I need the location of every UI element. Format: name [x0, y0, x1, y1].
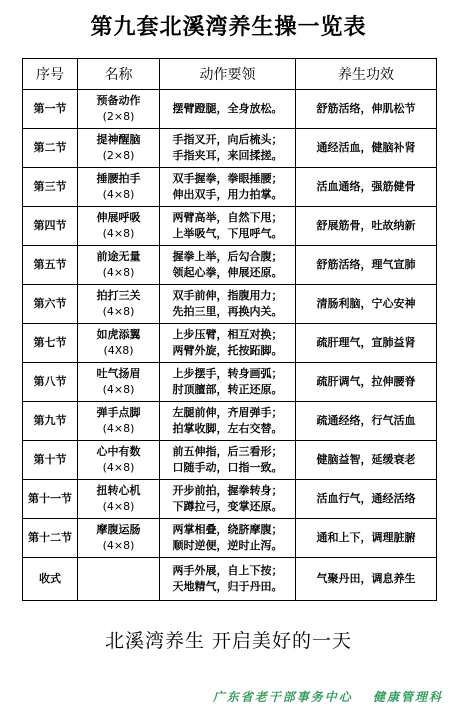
movement-line: 顺时逆便，逆时止泻。 — [172, 539, 283, 552]
exercise-table — [22, 58, 437, 601]
section-number: 第十节 — [23, 441, 78, 480]
movement-cell — [160, 129, 296, 168]
header-number: 序号 — [23, 59, 78, 90]
table-row — [23, 558, 437, 601]
exercise-name-cell — [78, 246, 160, 285]
health-effect: 疏肝理气，宣肺益肾 — [296, 324, 437, 363]
exercise-name: 扭转心机 — [96, 484, 141, 497]
exercise-name: 伸展呼吸 — [96, 211, 141, 224]
movement-line: 双手握拳，拳眼捶腰； — [172, 172, 283, 185]
exercise-count: (4×8) — [102, 422, 135, 435]
exercise-count: (2×8) — [102, 149, 135, 162]
section-number: 收式 — [23, 558, 78, 601]
exercise-name-cell — [78, 363, 160, 402]
health-effect: 舒筋活络，伸肌松节 — [296, 90, 437, 129]
movement-cell — [160, 558, 296, 601]
exercise-name-cell — [78, 519, 160, 558]
movement-line: 两手外展，自上下按； — [172, 564, 283, 577]
movement-line: 左腿前伸，齐眉弹手； — [172, 406, 283, 419]
exercise-name: 预备动作 — [96, 94, 141, 107]
table-row — [23, 90, 437, 129]
movement-cell — [160, 402, 296, 441]
exercise-count: (4X8) — [103, 344, 134, 357]
movement-line: 手指夹耳，来回揉搓。 — [172, 149, 283, 162]
movement-line: 领起心拳，伸展还原。 — [172, 266, 283, 279]
section-number: 第六节 — [23, 285, 78, 324]
exercise-count: (4×8) — [102, 188, 135, 201]
movement-line: 手指叉开，向后梳头； — [172, 133, 283, 146]
table-row — [23, 519, 437, 558]
health-effect: 疏通经络，行气活血 — [296, 402, 437, 441]
table-row — [23, 207, 437, 246]
movement-line: 上步压臂，相互对换； — [172, 328, 283, 341]
exercise-name: 前途无量 — [96, 250, 141, 263]
exercise-name-cell — [78, 90, 160, 129]
section-number: 第十二节 — [23, 519, 78, 558]
exercise-name: 拍打三关 — [96, 289, 141, 302]
movement-line: 肘顶膻部，转正还原。 — [172, 383, 283, 396]
exercise-name-cell — [78, 324, 160, 363]
table-row — [23, 480, 437, 519]
movement-cell — [160, 285, 296, 324]
exercise-name: 弹手点脚 — [96, 406, 141, 419]
movement-line: 下蹲拉弓，变掌还原。 — [172, 500, 283, 513]
table-row — [23, 363, 437, 402]
movement-cell — [160, 480, 296, 519]
exercise-count: (4×8) — [102, 461, 135, 474]
exercise-name: 提神醒脑 — [96, 133, 141, 146]
exercise-name: 吐气扬眉 — [96, 367, 141, 380]
section-number: 第八节 — [23, 363, 78, 402]
exercise-name-cell — [78, 441, 160, 480]
movement-cell — [160, 246, 296, 285]
movement-cell — [160, 90, 296, 129]
table-row — [23, 129, 437, 168]
exercise-count: (4×8) — [102, 500, 135, 513]
health-effect: 通和上下，调理脏腑 — [296, 519, 437, 558]
footer-department: 健康管理科 — [372, 690, 443, 704]
footer-organization: 广东省老干部事务中心 — [212, 690, 353, 704]
movement-line: 拍掌收脚，左右交替。 — [172, 422, 283, 435]
movement-cell — [160, 519, 296, 558]
section-number: 第九节 — [23, 402, 78, 441]
exercise-name-cell — [78, 168, 160, 207]
movement-line: 双手前伸，指腹用力； — [172, 289, 283, 302]
table-row — [23, 324, 437, 363]
exercise-name-cell — [78, 285, 160, 324]
section-number: 第二节 — [23, 129, 78, 168]
movement-cell — [160, 207, 296, 246]
movement-cell — [160, 363, 296, 402]
header-moves: 动作要领 — [160, 59, 296, 90]
table-row — [23, 441, 437, 480]
movement-line: 握拳上举，后勾合腹； — [172, 250, 283, 263]
movement-cell — [160, 168, 296, 207]
health-effect: 舒筋活络，理气宣肺 — [296, 246, 437, 285]
header-effect: 养生功效 — [296, 59, 437, 90]
page-title: 第九套北溪湾养生操一览表 — [90, 15, 367, 40]
movement-line: 天地精气，归于丹田。 — [172, 580, 283, 593]
section-number: 第一节 — [23, 90, 78, 129]
table-body — [23, 90, 437, 601]
health-effect: 舒展筋骨，吐故纳新 — [296, 207, 437, 246]
exercise-name: 如虎添翼 — [96, 328, 141, 341]
section-number: 第五节 — [23, 246, 78, 285]
movement-line: 口随手动，口指一致。 — [172, 461, 283, 474]
movement-line: 伸出双手，用力拍掌。 — [172, 188, 283, 201]
header-name: 名称 — [78, 59, 160, 90]
health-effect: 活血行气，通经活络 — [296, 480, 437, 519]
exercise-count: (4×8) — [102, 305, 135, 318]
table-row — [23, 168, 437, 207]
section-number: 第三节 — [23, 168, 78, 207]
health-effect: 疏肝调气，拉伸腰脊 — [296, 363, 437, 402]
movement-line: 先拍三里，再换内关。 — [172, 305, 283, 318]
movement-cell — [160, 441, 296, 480]
health-effect: 清肠利脑，宁心安神 — [296, 285, 437, 324]
table-row — [23, 402, 437, 441]
section-number: 第四节 — [23, 207, 78, 246]
footer-credit — [213, 688, 443, 705]
exercise-name-cell — [78, 207, 160, 246]
exercise-name: 捶腰拍手 — [96, 172, 141, 185]
exercise-name: 摩腹运肠 — [96, 523, 141, 536]
movement-line: 上步摆手，转身画弧； — [172, 367, 283, 380]
table-header-row — [23, 59, 437, 90]
health-effect: 活血通络，强筋健骨 — [296, 168, 437, 207]
exercise-name: 心中有数 — [96, 445, 141, 458]
exercise-name-cell — [78, 558, 160, 601]
health-effect: 健脑益智，延缓衰老 — [296, 441, 437, 480]
exercise-name-cell — [78, 402, 160, 441]
movement-line: 摆臂蹬腿，全身放松。 — [172, 102, 283, 115]
exercise-name-cell — [78, 480, 160, 519]
movement-line: 开步前拍，握拳转身； — [172, 484, 283, 497]
exercise-name-cell — [78, 129, 160, 168]
exercise-count: (4×8) — [102, 266, 135, 279]
movement-line: 两臂高举，自然下甩； — [172, 211, 283, 224]
movement-line: 上举吸气，下甩呼气。 — [172, 227, 283, 240]
slogan: 北溪湾养生 开启美好的一天 — [104, 630, 353, 652]
health-effect: 通经活血，健脑补肾 — [296, 129, 437, 168]
exercise-count: (4×8) — [102, 539, 135, 552]
section-number: 第十一节 — [23, 480, 78, 519]
health-effect: 气聚丹田，调息养生 — [296, 558, 437, 601]
exercise-count: (4×8) — [102, 227, 135, 240]
movement-cell — [160, 324, 296, 363]
exercise-count: (2×8) — [102, 110, 135, 123]
table-row — [23, 246, 437, 285]
movement-line: 前五伸指，后三看形； — [172, 445, 283, 458]
section-number: 第七节 — [23, 324, 78, 363]
table-row — [23, 285, 437, 324]
exercise-count: (4×8) — [102, 383, 135, 396]
movement-line: 两掌相叠，绕脐摩腹； — [172, 523, 283, 536]
movement-line: 两臂外旋，托按跖脚。 — [172, 344, 283, 357]
